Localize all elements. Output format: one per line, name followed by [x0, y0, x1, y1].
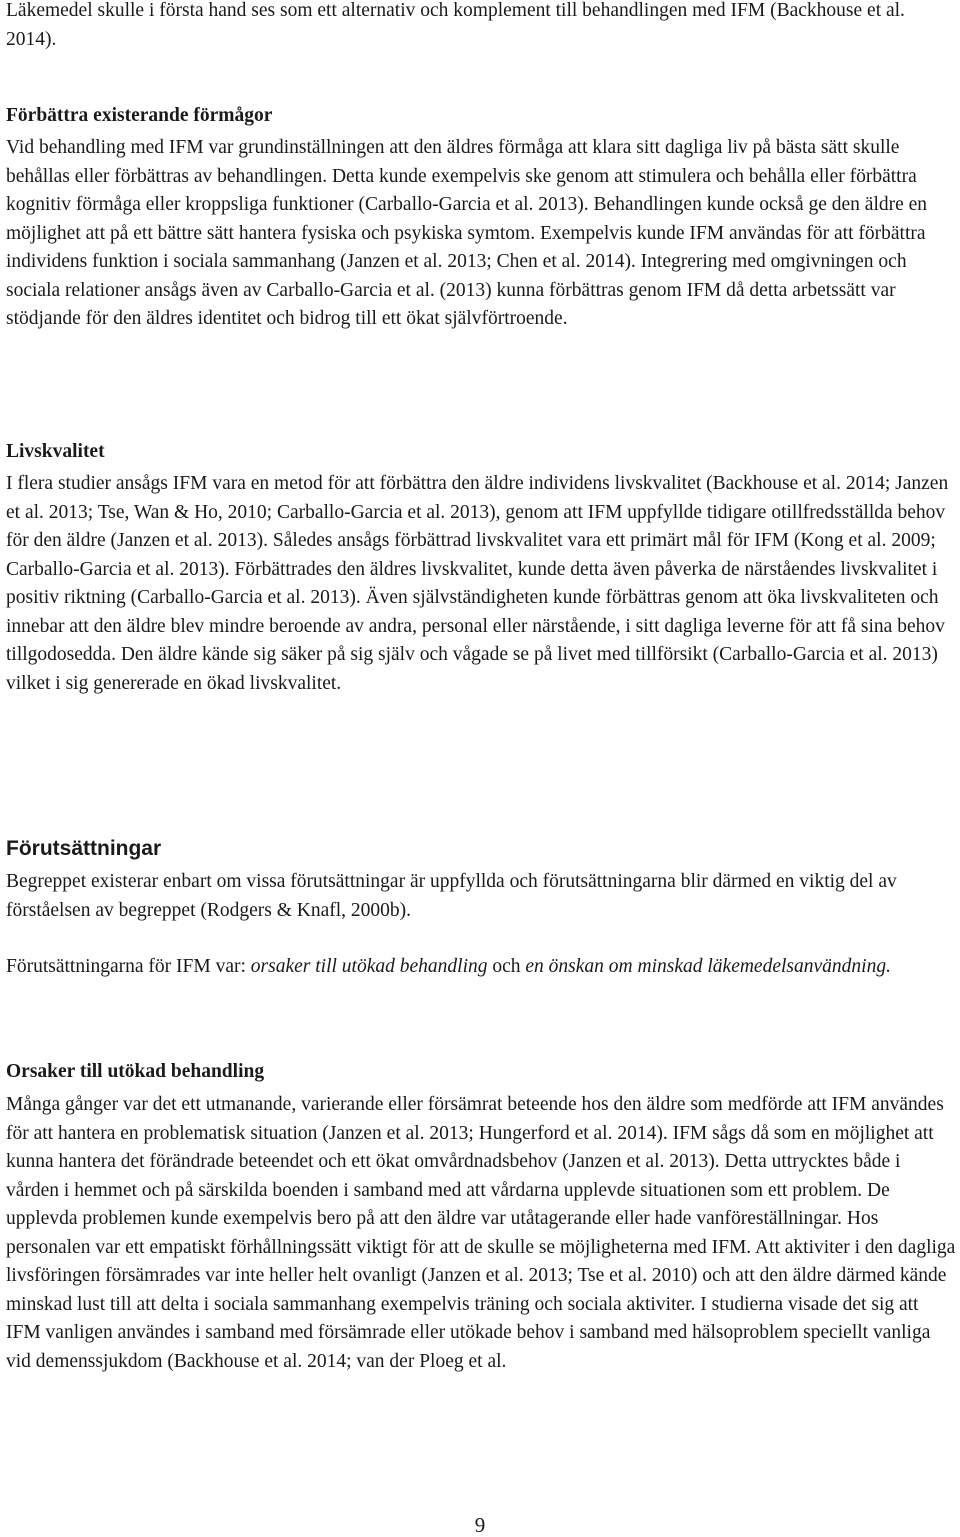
heading-forbattra-formagor: Förbättra existerande förmågor: [6, 105, 273, 126]
list-item-orsaker: orsaker till utökad behandling: [250, 956, 488, 977]
heading-forutsattningar: Förutsättningar: [6, 837, 162, 860]
paragraph-forbattra-formagor: Vid behandling med IFM var grundinställningen att den äldres förmåga att klara sitt dagliga liv på bästa sätt skulle behållas eller förbättras av behandlingen. Detta kunde exempelvis ske genom att stimulera och behålla eller förbättra kognitiv förmåga eller kroppsliga funktioner (Carballo-Garcia et al. 2013). Behandlingen kunde också ge den äldre en möjlighet att på ett bättre sätt hantera fysiska och psykiska symtom. Exempelvis kunde IFM användas för att förbättra individens funktion i sociala sammanhang (Janzen et al. 2013; Chen et al. 2014). Integrering med omgivningen och sociala relationer ansågs även av Carballo-Garcia et al. (2013) kunna förbättras genom IFM då detta arbetssätt var stödjande för den äldres identitet och bidrog till ett ökat självförtroende.: [6, 137, 928, 329]
list-intro-text: Förutsättningarna för IFM var:: [6, 956, 251, 977]
document-page: [6, 0, 956, 1537]
paragraph-forutsattningar-lista: [6, 953, 956, 982]
intro-paragraph: Läkemedel skulle i första hand ses som ett alternativ och komplement till behandlingen med IFM (Backhouse et al. 2014).: [6, 0, 905, 50]
paragraph-orsaker: Många gånger var det ett utmanande, varierande eller försämrat beteende hos den äldre som medförde att IFM användes för att hantera en problematisk situation (Janzen et al. 2013; Hungerford et al. 2014). IFM sågs då som en möjlighet att kunna hantera det förändrade beteendet och ett ökat omvårdnadsbehov (Janzen et al. 2013). Detta uttrycktes både i vården i hemmet och på särskilda boenden i samband med att vårdarna upplevde situationen som ett problem. De upplevda problemen kunde exempelvis bero på att den äldre var utåtagerande eller hade vanföreställningar. Hos personalen var ett empatiskt förhållningssätt viktigt för att de skulle se möjligheterna med IFM. Att aktiviter i den dagliga livsföringen försämrades var inte heller helt ovanligt (Janzen et al. 2013; Tse et al. 2010) och att den äldre därmed kände minskad lust till att delta i sociala sammanhang exempelvis träning och sociala aktiviter. I studierna visade det sig att IFM vanligen användes i samband med försämrade eller utökade behov i samband med hälsoproblem speciellt vanliga vid demenssjukdom (Backhouse et al. 2014; van der Ploeg et al.: [6, 1094, 956, 1372]
heading-orsaker: Orsaker till utökad behandling: [6, 1061, 265, 1082]
page-number: 9: [474, 1513, 486, 1537]
list-joiner: och: [487, 956, 526, 977]
heading-livskvalitet: Livskvalitet: [6, 441, 105, 462]
paragraph-livskvalitet: I flera studier ansågs IFM vara en metod för att förbättra den äldre individens livskvalitet (Backhouse et al. 2014; Janzen et al. 2013; Tse, Wan & Ho, 2010; Carballo-Garcia et al. 2013), genom att IFM uppfyllde tidigare otillfredsställda behov för den äldre (Janzen et al. 2013). Således ansågs förbättrad livskvalitet vara ett primärt mål för IFM (Kong et al. 2009; Carballo-Garcia et al. 2013). Förbättrades den äldres livskvalitet, kunde detta även påverka de närståendes livskvalitet i positiv riktning (Carballo-Garcia et al. 2013). Även självständigheten kunde förbättras genom att öka livskvaliteten och innebar att den äldre blev mindre beroende av andra, personal eller närstående, i sitt dagliga leverne för att få sina behov tillgodosedda. Den äldre kände sig säker på sig själv och vågade se på livet med tillförsikt (Carballo-Garcia et al. 2013) vilket i sig genererade en ökad livskvalitet.: [6, 473, 949, 694]
paragraph-forutsattningar: Begreppet existerar enbart om vissa förutsättningar är uppfyllda och förutsättningarna blir därmed en viktig del av förståelsen av begreppet (Rodgers & Knafl, 2000b).: [6, 871, 897, 921]
list-item-onskan: en önskan om minskad läkemedelsanvändning.: [525, 956, 891, 977]
